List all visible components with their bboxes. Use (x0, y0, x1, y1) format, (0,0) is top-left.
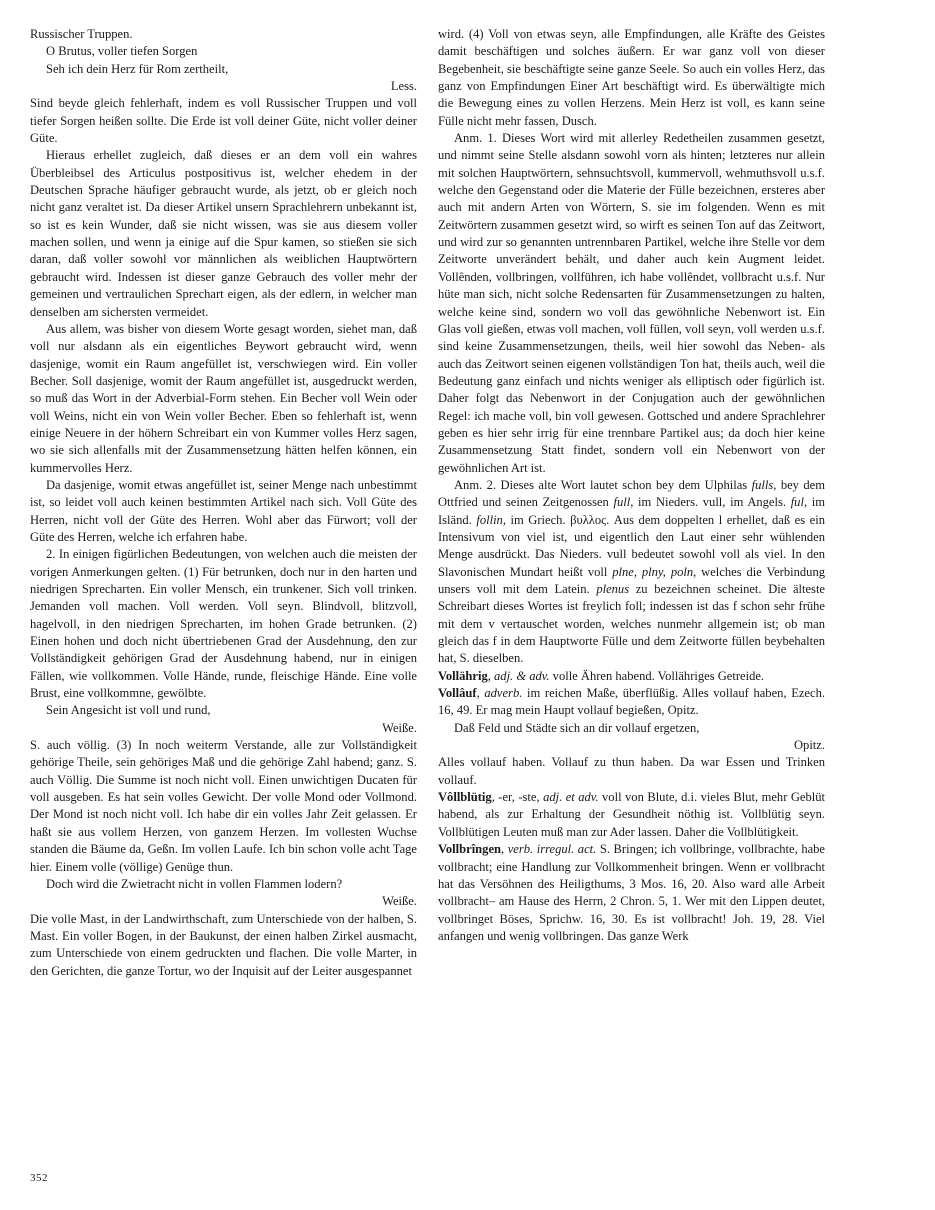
dictionary-entry (438, 789, 825, 841)
left-column (30, 26, 417, 980)
text-run: zu bezeichnen scheinet. Die älteste Schreibart dieses Wortes ist freylich foll; indessen ist das f schon sehr frühe mit dem v vertauschet worden, welches nunmehr allgemein ist; ob man gleich das f in dem Hauptworte Fülle und dem Zeitworte füllen beybehalten hat, S. dieselben. (438, 582, 825, 666)
part-of-speech: adj. & adv. (494, 668, 550, 683)
cited-form: full (613, 495, 631, 510)
cited-form: follin (476, 512, 503, 527)
text-run: , welches die Verbindung unsers voll mit dem Latein. (438, 564, 825, 596)
verse-line: Doch wird die Zwietracht nicht in vollen Flammen lodern? (46, 876, 343, 891)
headword: Vôllblütig (438, 790, 492, 805)
paragraph: Alles vollauf haben. Vollauf zu thun haben. Da war Essen und Trinken vollauf. (438, 755, 825, 787)
entry-text: im reichen Maße, überflüßig. Alles vollauf haben, Ezech. 16, 49. Er mag mein Haupt vollauf begießen, Opitz. (438, 686, 825, 718)
cited-form: ful (790, 495, 804, 510)
paragraph: Hieraus erhellet zugleich, daß dieses er an dem voll ein wahres Überbleibsel des Articulus postpositivus ist, welcher ehedem in der Deutschen Sprache häufiger gebraucht wurde, als jetzt, ob er gleich noch nicht ganz veraltet ist. Da dieser Artikel unsern Sprachlehrern unbekannt ist, so ist es kein Wunder, daß sie nicht wissen, was sie aus diesem voller machen sollen, und wenn ja einige auf die Spur kamen, so stießen sie sich daran, daß voller sowohl vor männlichen als weiblichen Hauptwörtern gebraucht wird. Indessen ist dieser ganze Gebrauch des voller mehr der gemeinen und vertraulichen Sprechart eigen, als der edlern, in welcher man denselben am sichersten vermeidet. (30, 148, 417, 319)
inflection: , -er, -ste, (491, 790, 544, 805)
cited-form: plenus (596, 582, 630, 596)
part-of-speech: adj. et adv. (543, 790, 599, 805)
verse-line: Sein Angesicht ist voll und rund, (46, 703, 211, 718)
entry-text: voll von Blute, d.i. vieles Blut, mehr Geblüt habend, als zur Erhaltung der Gesundheit nöthig ist. Vollblütig seyn. Vollblütigen Leuten muß man zur Ader lassen. Daher die Vollblütigkeit. (438, 790, 825, 839)
verse-line: Daß Feld und Städte sich an dir vollauf ergetzen, (454, 720, 700, 735)
right-column (438, 26, 825, 945)
paragraph: Anm. 1. Dieses Wort wird mit allerley Redetheilen zusammen gesetzt, und nimmt seine Stelle alsdann sowohl vorn als hinten; letzteres nur allein mit solchen Hauptwörtern, sehnsuchtsvoll, kummervoll, wehmuthsvoll u.s.f. welche den Gegenstand oder die Materie der Fülle bezeichnen, ersteres aber auch mit andern Arten von Wörtern, S. sie im folgenden. Wenn es mit Zeitwörtern zusammen gesetzt wird, so wirft es seinen Ton auf das Zeitwort, und wird zur so genannten untrennbaren Partikel, welche ihre Stelle vor dem Zeitworte unverändert behält, und daher auch kein Augment leidet. Vollênden, vollbringen, vollführen, ich habe vollêndet, vollbracht u.s.f. Nur hüte man sich, nicht solche Redensarten für Zusammensetzungen zu halten, welche keine sind, sondern wo voll das gewöhnliche Nebenwort ist. Ein Glas voll gießen, etwas voll machen, voll füllen, voll seyn, voll werden u.s.f. sind keine Zusammensetzungen, theils, weil hier sowohl das Neben- als auch das Zeitwort seinen eigenen vollständigen Ton hat, theils auch, weil die Bedeutung ganz einfach und nichts weniger als elliptisch oder figürlich ist. Daher folgt das Nebenwort in der Conjugation auch der gewöhnlichen Regel: ich mache voll, bin voll gewesen. Gottsched und andere Sprachlehrer geben es hier sehr irrig für eine trennbare Partikel aus; da doch hier keine Zusammensetzung Statt findet, sondern voll ein Nebenwort von der gewöhnlichen Art ist. (438, 131, 825, 475)
cited-form: plne, plny, poln (612, 564, 694, 579)
verse-source: Opitz. (793, 738, 825, 753)
verse-line: O Brutus, voller tiefen Sorgen (46, 44, 198, 59)
part-of-speech: verb. irregul. act. (507, 842, 597, 857)
text-run: , im Nieders. vull, im Angels. (630, 495, 791, 510)
paragraph: Aus allem, was bisher von diesem Worte gesagt worden, siehet man, daß voll nur alsdann als ein eigentliches Beywort gebraucht wird, wenn dasjenige, womit ein Raum angefüllet ist, verschwiegen wird. Ein voller Becher. Soll dasjenige, womit der Raum angefüllet ist, ausgedruckt werden, so muß das Wort in der Adverbial-Form stehen. Ein Becher voll Wein oder voll Weins, nicht ein von Wein voller Becher. Eben so fehlerhaft ist, wenn einige Neuere in der höhern Schreibart ein von Kummer volles Herz sagen, wo sie sich allenfalls mit der Zusammensetzung hätten helfen können, ein kummervolles Herz. (30, 321, 417, 475)
paragraph: Die volle Mast, in der Landwirthschaft, zum Unterschiede von der halben, S. Mast. Ein voller Bogen, in der Baukunst, der einen halben Zirkel ausmacht, zum Unterschiede von einem gedruckten und flachen. Die volle Marter, in den Gerichten, die ganze Tortur, wo der Inquisit auf der Leiter ausgespannet (30, 911, 417, 978)
entry-text: volle Ähren habend. Vollähriges Getreide. (549, 668, 765, 683)
paragraph: wird. (4) Voll von etwas seyn, alle Empfindungen, alle Kräfte des Geistes damit beschäftigen und solches äußern. Er war ganz voll von dieser Begebenheit, sie beschäftigte seine ganze Seele. So auch ein volles Herz, das ganz von Empfindungen Einer Art beschäftigt wird. Es überwältigte mich die Bewegung eines zu vollen Herzens. Mein Herz ist voll, es kann seine Fülle nicht mehr fassen, Dusch. (438, 27, 825, 128)
paragraph (438, 477, 825, 668)
dictionary-entry: Vollährig, adj. & adv. volle Ähren habend. Vollähriges Getreide. (438, 668, 765, 683)
text-run: , im Griech. βυλλος. Aus dem doppelten l erhellet, daß es ein Intensivum von viel ist, und eigentlich den Laut einer sehr wühlenden Menge ausdrückt. Das Nieders. vull bedeutet sowohl voll als viel. In den Slavonischen Mundart heißt voll (438, 512, 826, 579)
verse-source: Less. (390, 79, 417, 94)
part-of-speech: adverb. (484, 686, 523, 701)
verse-source: Weiße. (382, 720, 417, 735)
entry-text: S. Bringen; ich vollbringe, vollbrachte, habe vollbracht; eine Handlung zur Vollkommenheit bringen. Wenn er vollbracht hat das Versöhnen des Heiligthums, 3 Mos. 16, 20. Also ward alle Arbeit vollbracht– am Hause des Herrn, 2 Chron. 5, 1. Wer mit den Lippen deutet, vollbringet Böses, Sprichw. 16, 30. Es ist vollbracht! Joh. 19, 28. Viel anfangen und wenig vollbringen. Das ganze Werk (438, 842, 826, 943)
cited-form: fulls (751, 477, 774, 492)
verse-line: Seh ich dein Herz für Rom zertheilt, (46, 61, 229, 76)
paragraph: 2. In einigen figürlichen Bedeutungen, von welchen auch die meisten der vorigen Anmerkungen gelten. (1) Für betrunken, doch nur in den harten und niedrigen Sprecharten. Ein voller Mensch, ein trunkener. Sich voll trinken. Jemanden voll machen. Voll werden. Voll seyn. Blindvoll, blitzvoll, hagelvoll, in den niedrigen Sprecharten, im hohen Grade betrunken. (2) Einen hohen und doch nicht übertriebenen Grad der Ausdehnung, den zur Vollständigkeit gehörigen Grad der Ausdehnung habend, nur in einigen Fällen, wie vollkommen. Volle Hände, runde, fleischige Hände. Eine volle Brust, eine vollkommne, gewölbte. (30, 547, 417, 701)
text-run: Anm. 2. Dieses alte Wort lautet schon bey dem Ulphilas (454, 477, 752, 492)
verse-source: Weiße. (382, 894, 417, 909)
text-run: , im Isländ. (438, 495, 825, 527)
paragraph: S. auch völlig. (3) In noch weiterm Verstande, alle zur Vollständigkeit gehörige Theile, sein gehöriges Maß und die gehörige Zahl habend; ganz. S. auch Völlig. Die Summe ist noch nicht voll. Einen unwichtigen Ducaten für voll ausgeben. Es hat sein volles Gewicht. Der volle Mond oder Vollmond. Der Mond ist noch nicht voll. Ich habe dir ein volles Jahr Zeit gelassen. Er haßt sie aus vollem Herzen, von ganzem Herzen. Im vollesten Wuchse standen die Bäume da, Geßn. Im vollen Laufe. Ich bin schon volle acht Tage hier. Einem volle (völlige) Genüge thun. (30, 738, 417, 874)
text-run: , bey dem Ottfried und seinen Zeitgenossen (438, 477, 825, 510)
headword: Vollbrîngen (438, 842, 501, 857)
paragraph: Russischer Truppen. (30, 27, 133, 41)
paragraph: Sind beyde gleich fehlerhaft, indem es voll Russischer Truppen und voll tiefer Sorgen heißen sollte. Die Erde ist voll deiner Güte, nicht voller deiner Güte. (30, 96, 417, 146)
headword: Vollährig (438, 668, 488, 683)
paragraph: Da dasjenige, womit etwas angefüllet ist, seiner Menge nach unbestimmt ist, so leidet voll auch keinen bestimmten Artikel nach sich. Voll Güte des Herren, nicht voll der Güte des Herren. Wohl aber das Fürwort; voll der Güte des Herren, welche ich erfahren habe. (30, 477, 417, 544)
page-number: 352 (30, 1172, 48, 1184)
dictionary-entry: Vollâuf, adverb. im reichen Maße, überflüßig. Alles vollauf haben, Ezech. 16, 49. Er mag mein Haupt vollauf begießen, Opitz. (438, 686, 825, 718)
headword: Vollâuf (438, 686, 477, 701)
dictionary-entry: Vollbrîngen, verb. irregul. act. S. Bringen; ich vollbringe, vollbrachte, habe vollbracht; eine Handlung zur Vollkommenheit bringen. Wenn er vollbracht hat das Versöhnen des Heiligthums, 3 Mos. 16, 20. Also ward alle Arbeit vollbracht– am Hause des Herrn, 2 Chron. 5, 1. Wer mit den Lippen deutet, vollbringet Böses, Sprichw. 16, 30. Es ist vollbracht! Joh. 19, 28. Viel anfangen und wenig vollbringen. Das ganze Werk (438, 842, 826, 943)
